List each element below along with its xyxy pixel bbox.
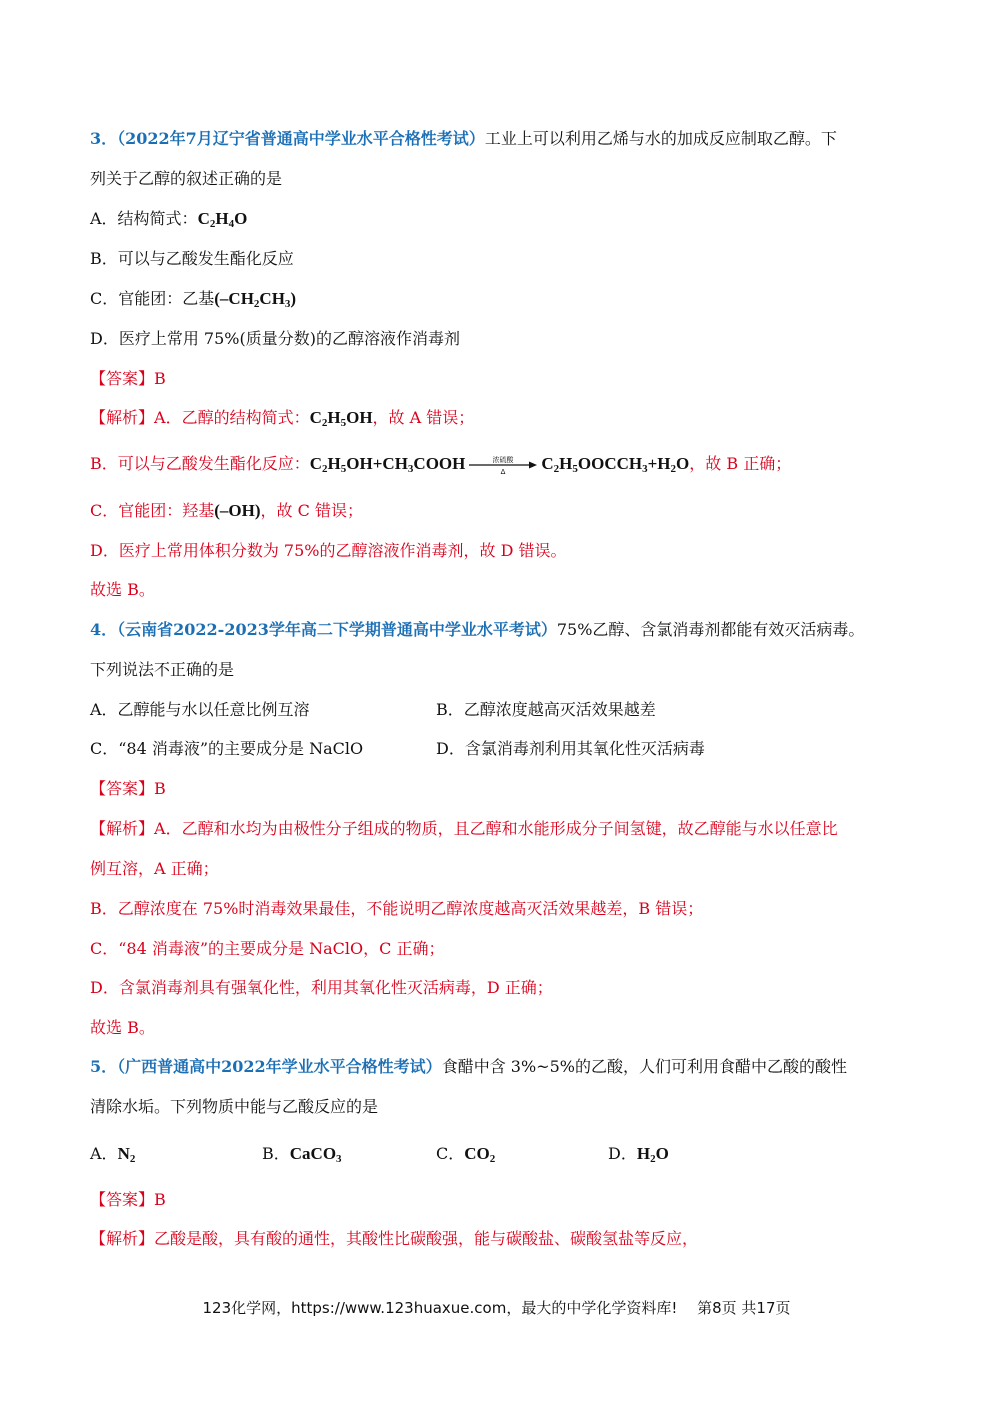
q5-option-a xyxy=(90,1143,135,1165)
q4-analysis-a1 xyxy=(90,818,838,840)
q3-option-a-label: A．结构简式： xyxy=(90,209,198,228)
q5-analysis-label: 【解析】 xyxy=(90,1229,155,1248)
arrow-condition-top: 浓硫酸 xyxy=(492,455,514,464)
page-footer: 123化学网，https://www.123huaxue.com，最大的中学化学资料库! 第8页 共17页 xyxy=(202,1299,791,1317)
q5-option-d xyxy=(608,1143,669,1165)
q5-number: 5． xyxy=(90,1057,118,1076)
q3-answer xyxy=(90,368,166,390)
q5-option-c-formula: $CO_2$ xyxy=(464,1144,496,1165)
q3-analysis-b-products: $C_2H_5OOCCH_3+H_2O$ xyxy=(541,454,690,475)
q3-answer-label: 【答案】 xyxy=(90,369,155,388)
q4-analysis-a2: 例互溶，A 正确； xyxy=(90,859,219,878)
q5-option-a-formula: $N_2$ xyxy=(117,1144,136,1165)
q3-option-c-formula: $(-CH_2CH_3)$ xyxy=(214,289,297,310)
q3-analysis-a xyxy=(90,407,474,429)
q4-number: 4． xyxy=(90,620,118,639)
q3-option-b: B．可以与乙酸发生酯化反应 xyxy=(90,249,294,268)
q4-option-b: B．乙醇浓度越高灭活效果越差 xyxy=(436,700,656,719)
q4-stem-line2: 下列说法不正确的是 xyxy=(90,660,235,679)
q4-answer-value: B xyxy=(154,779,166,798)
q4-stem-text1: 75%乙醇、含氯消毒剂都能有效灭活病毒。 xyxy=(556,620,865,639)
q4-analysis-d: D．含氯消毒剂具有强氧化性，利用其氧化性灭活病毒，D 正确； xyxy=(90,978,553,997)
q3-stem-line2: 列关于乙醇的叙述正确的是 xyxy=(90,169,283,188)
q5-analysis-text: 乙酸是酸，具有酸的通性，其酸性比碳酸强，能与碳酸盐、碳酸氢盐等反应， xyxy=(154,1229,699,1248)
q3-stem-text1: 工业上可以利用乙烯与水的加成反应制取乙醇。下 xyxy=(484,129,837,148)
q3-analysis-d: D．医疗上常用体积分数为 75%的乙醇溶液作消毒剂，故 D 错误。 xyxy=(90,541,567,560)
q3-option-a-formula: $C_2H_4O$ xyxy=(197,209,248,230)
q3-stem-line1 xyxy=(90,128,837,150)
q5-answer-value: B xyxy=(154,1190,166,1209)
q3-answer-value: B xyxy=(154,369,166,388)
q3-option-a xyxy=(90,208,247,230)
q4-analysis-label: 【解析】 xyxy=(90,819,155,838)
q5-answer xyxy=(90,1189,166,1211)
q4-conclusion: 故选 B。 xyxy=(90,1018,155,1037)
q5-option-c-label: C． xyxy=(436,1144,465,1163)
q5-option-c xyxy=(436,1143,495,1165)
q3-conclusion: 故选 B。 xyxy=(90,580,155,599)
q5-option-b-formula: CaCO$_3$ xyxy=(289,1144,342,1165)
q5-option-d-formula: $H_2O$ xyxy=(636,1144,669,1165)
q3-analysis-b xyxy=(90,453,791,476)
q3-analysis-a-formula: $C_2H_5OH$ xyxy=(309,408,373,429)
q3-option-c xyxy=(90,288,296,310)
q4-analysis-c: C．“84 消毒液”的主要成分是 NaClO，C 正确； xyxy=(90,939,445,958)
q3-analysis-b-text: B．可以与乙酸发生酯化反应： xyxy=(90,454,310,473)
q3-analysis-c-text: C．官能团：羟基 xyxy=(90,501,215,520)
q5-option-d-label: D． xyxy=(608,1144,637,1163)
q5-analysis xyxy=(90,1228,698,1250)
q5-stem-text1: 食醋中含 3%~5%的乙酸，人们可利用食醋中乙酸的酸性 xyxy=(441,1057,847,1076)
q5-source: （广西普通高中2022年学业水平合格性考试） xyxy=(117,1057,442,1076)
q4-option-d: D．含氯消毒剂利用其氧化性灭活病毒 xyxy=(436,739,705,758)
q5-option-b-label: B． xyxy=(262,1144,290,1163)
q4-answer-label: 【答案】 xyxy=(90,779,155,798)
q3-option-c-label: C．官能团：乙基 xyxy=(90,289,215,308)
q3-analysis-c xyxy=(90,500,363,522)
q4-analysis-a1-text: A．乙醇和水均为由极性分子组成的物质，且乙醇和水能形成分子间氢键，故乙醇能与水以任意比 xyxy=(154,819,838,838)
q4-analysis-b: B．乙醇浓度在 75%时消毒效果最佳，不能说明乙醇浓度越高灭活效果越差，B 错误； xyxy=(90,899,704,918)
q3-analysis-a-tail: ，故 A 错误； xyxy=(372,408,475,427)
q3-analysis-c-tail: ，故 C 错误； xyxy=(260,501,363,520)
q5-stem-line1 xyxy=(90,1056,847,1078)
q5-option-a-label: A． xyxy=(90,1144,118,1163)
q3-analysis-label: 【解析】 xyxy=(90,408,155,427)
q4-stem-line1 xyxy=(90,619,864,641)
q3-analysis-b-reactants: $C_2H_5OH+CH_3COOH$ xyxy=(309,454,466,475)
q5-answer-label: 【答案】 xyxy=(90,1190,155,1209)
q5-stem-line2: 清除水垢。下列物质中能与乙酸反应的是 xyxy=(90,1097,379,1116)
q3-source: （2022年7月辽宁省普通高中学业水平合格性考试） xyxy=(117,129,485,148)
q4-answer xyxy=(90,778,166,800)
arrow-condition-bottom: Δ xyxy=(500,467,506,476)
q5-option-b xyxy=(262,1143,342,1165)
q4-option-c: C．“84 消毒液”的主要成分是 NaClO xyxy=(90,739,364,758)
q3-analysis-c-formula: (–OH) xyxy=(214,501,261,520)
q3-analysis-b-tail: ，故 B 正确； xyxy=(689,454,792,473)
reaction-arrow-icon xyxy=(467,454,539,476)
q3-number: 3． xyxy=(90,129,118,148)
q4-source: （云南省2022-2023学年高二下学期普通高中学业水平考试） xyxy=(117,620,557,639)
q4-option-a: A．乙醇能与水以任意比例互溶 xyxy=(90,700,310,719)
q3-option-d: D．医疗上常用 75%(质量分数)的乙醇溶液作消毒剂 xyxy=(90,329,460,348)
q3-analysis-a-text: A．乙醇的结构简式： xyxy=(154,408,310,427)
